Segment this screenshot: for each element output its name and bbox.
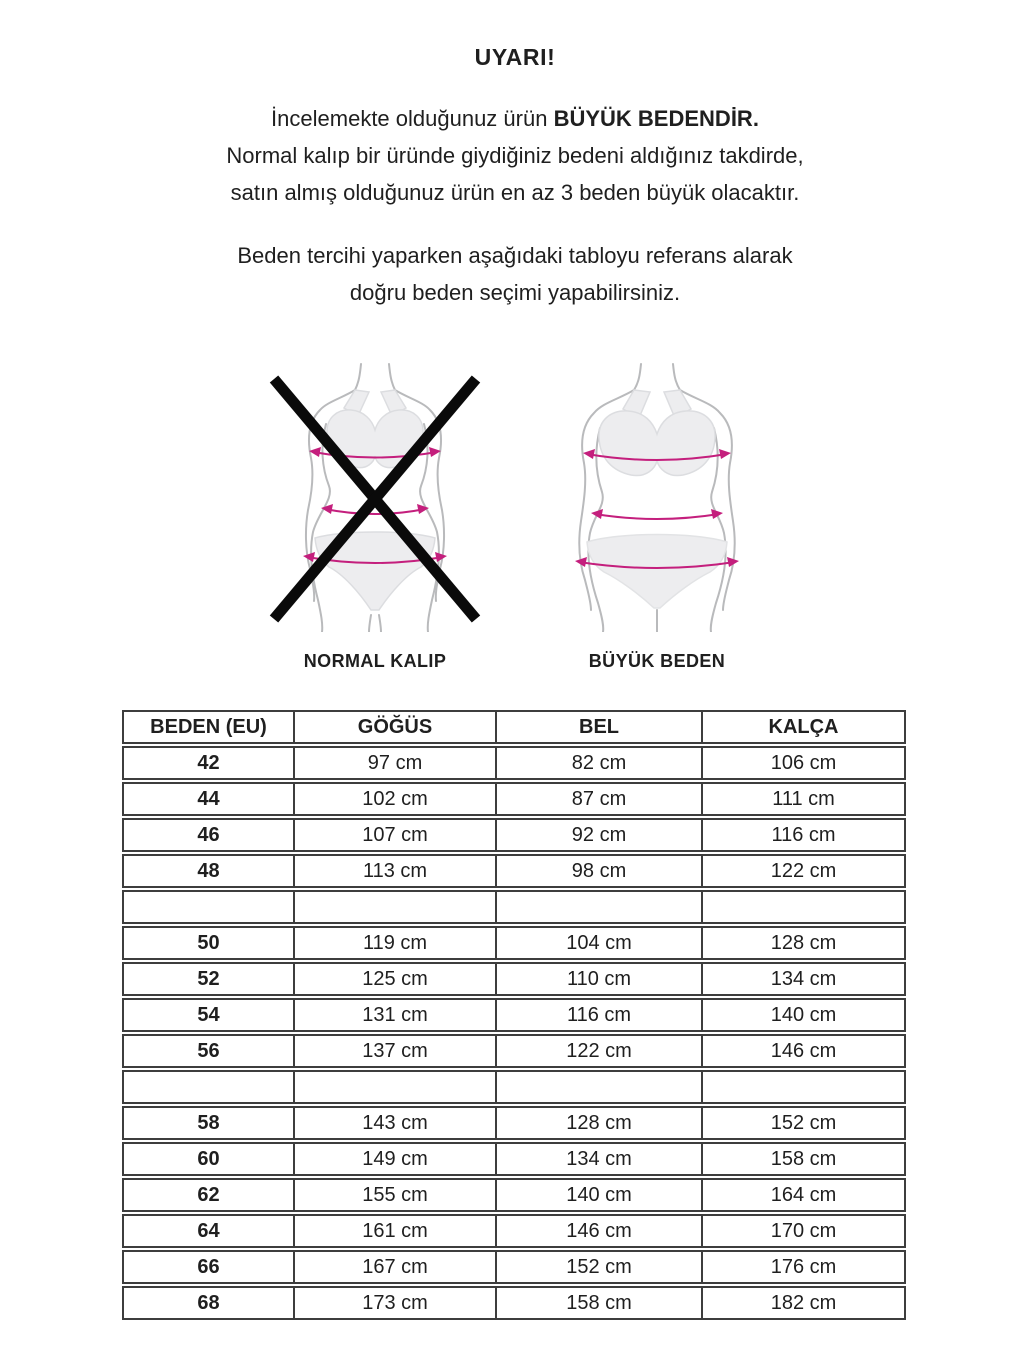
figure-plus-size (547, 362, 767, 672)
table-header-cell: BEDEN (EU) (122, 710, 295, 744)
reference-line-1: Beden tercihi yaparken aşağıdaki tabloyu referans alarak (237, 243, 793, 268)
table-cell: 143 cm (295, 1106, 497, 1140)
table-row (122, 1286, 906, 1320)
table-cell: 134 cm (703, 962, 906, 996)
warning-line-3: satın almış olduğunuz ürün en az 3 beden büyük olacaktır. (230, 180, 800, 205)
table-cell: 158 cm (497, 1286, 703, 1320)
warning-line-2: Normal kalıp bir üründe giydiğiniz bedeni aldığınız takdirde, (226, 143, 804, 168)
table-cell: 46 (122, 818, 295, 852)
table-separator-row (122, 890, 906, 924)
table-cell: 62 (122, 1178, 295, 1212)
table-cell: 155 cm (295, 1178, 497, 1212)
table-cell: 92 cm (497, 818, 703, 852)
table-cell: 140 cm (497, 1178, 703, 1212)
table-cell (122, 890, 295, 924)
table-cell: 137 cm (295, 1034, 497, 1068)
table-cell: 152 cm (497, 1250, 703, 1284)
table-cell: 104 cm (497, 926, 703, 960)
table-cell (122, 1070, 295, 1104)
table-cell: 116 cm (497, 998, 703, 1032)
table-cell: 170 cm (703, 1214, 906, 1248)
table-cell: 56 (122, 1034, 295, 1068)
table-cell: 82 cm (497, 746, 703, 780)
plus-body-figure (547, 362, 767, 632)
table-header-cell: BEL (497, 710, 703, 744)
table-cell: 158 cm (703, 1142, 906, 1176)
table-separator-row (122, 1070, 906, 1104)
warning-title: UYARI! (474, 44, 556, 70)
table-cell: 167 cm (295, 1250, 497, 1284)
table-row (122, 854, 906, 888)
table-row (122, 1214, 906, 1248)
table-header-cell: GÖĞÜS (295, 710, 497, 744)
bra-shape (599, 390, 715, 476)
table-row (122, 1106, 906, 1140)
table-cell: 44 (122, 782, 295, 816)
table-row (122, 1034, 906, 1068)
size-table (122, 708, 906, 1322)
table-cell: 149 cm (295, 1142, 497, 1176)
table-cell: 111 cm (703, 782, 906, 816)
table-cell: 122 cm (703, 854, 906, 888)
table-cell: 87 cm (497, 782, 703, 816)
table-cell: 113 cm (295, 854, 497, 888)
plus-size-emphasis: BÜYÜK BEDENDİR. (553, 106, 759, 131)
table-cell: 98 cm (497, 854, 703, 888)
reference-line-2: doğru beden seçimi yapabilirsiniz. (349, 280, 681, 305)
table-row (122, 746, 906, 780)
table-cell: 146 cm (497, 1214, 703, 1248)
table-cell: 122 cm (497, 1034, 703, 1068)
table-cell: 140 cm (703, 998, 906, 1032)
normal-fit-label: NORMAL KALIP (303, 651, 447, 671)
table-cell: 182 cm (703, 1286, 906, 1320)
table-cell: 66 (122, 1250, 295, 1284)
table-cell: 119 cm (295, 926, 497, 960)
table-cell: 106 cm (703, 746, 906, 780)
table-row (122, 998, 906, 1032)
warning-line-1: İncelemekte olduğunuz ürün BÜYÜK BEDENDİR. (271, 106, 759, 131)
table-cell: 48 (122, 854, 295, 888)
normal-body-figure (265, 362, 485, 632)
table-row (122, 782, 906, 816)
table-cell (295, 1070, 497, 1104)
table-cell: 52 (122, 962, 295, 996)
plus-size-label: BÜYÜK BEDEN (588, 651, 726, 671)
table-row (122, 1250, 906, 1284)
table-row (122, 926, 906, 960)
table-cell: 68 (122, 1286, 295, 1320)
table-cell: 42 (122, 746, 295, 780)
table-row (122, 1142, 906, 1176)
table-cell: 134 cm (497, 1142, 703, 1176)
table-cell: 128 cm (497, 1106, 703, 1140)
table-cell: 97 cm (295, 746, 497, 780)
table-cell: 161 cm (295, 1214, 497, 1248)
table-cell: 102 cm (295, 782, 497, 816)
reference-paragraph (0, 237, 1020, 311)
table-cell (497, 890, 703, 924)
table-cell (497, 1070, 703, 1104)
figures-row (0, 362, 1020, 692)
table-cell: 164 cm (703, 1178, 906, 1212)
table-cell: 54 (122, 998, 295, 1032)
table-cell: 128 cm (703, 926, 906, 960)
table-cell: 60 (122, 1142, 295, 1176)
table-cell: 176 cm (703, 1250, 906, 1284)
table-cell (703, 890, 906, 924)
panty-shape (587, 535, 727, 609)
table-cell: 64 (122, 1214, 295, 1248)
table-body (122, 746, 906, 1320)
table-header-cell: KALÇA (703, 710, 906, 744)
figure-normal-fit (265, 362, 485, 672)
table-cell: 146 cm (703, 1034, 906, 1068)
warning-paragraph (0, 100, 1020, 211)
table-cell: 107 cm (295, 818, 497, 852)
table-row (122, 962, 906, 996)
table-cell (295, 890, 497, 924)
table-row (122, 1178, 906, 1212)
table-cell: 125 cm (295, 962, 497, 996)
table-cell: 110 cm (497, 962, 703, 996)
table-cell: 50 (122, 926, 295, 960)
table-cell: 131 cm (295, 998, 497, 1032)
table-header-row (122, 710, 906, 744)
table-cell: 152 cm (703, 1106, 906, 1140)
table-cell: 116 cm (703, 818, 906, 852)
table-cell: 173 cm (295, 1286, 497, 1320)
table-cell: 58 (122, 1106, 295, 1140)
table-row (122, 818, 906, 852)
table-cell (703, 1070, 906, 1104)
